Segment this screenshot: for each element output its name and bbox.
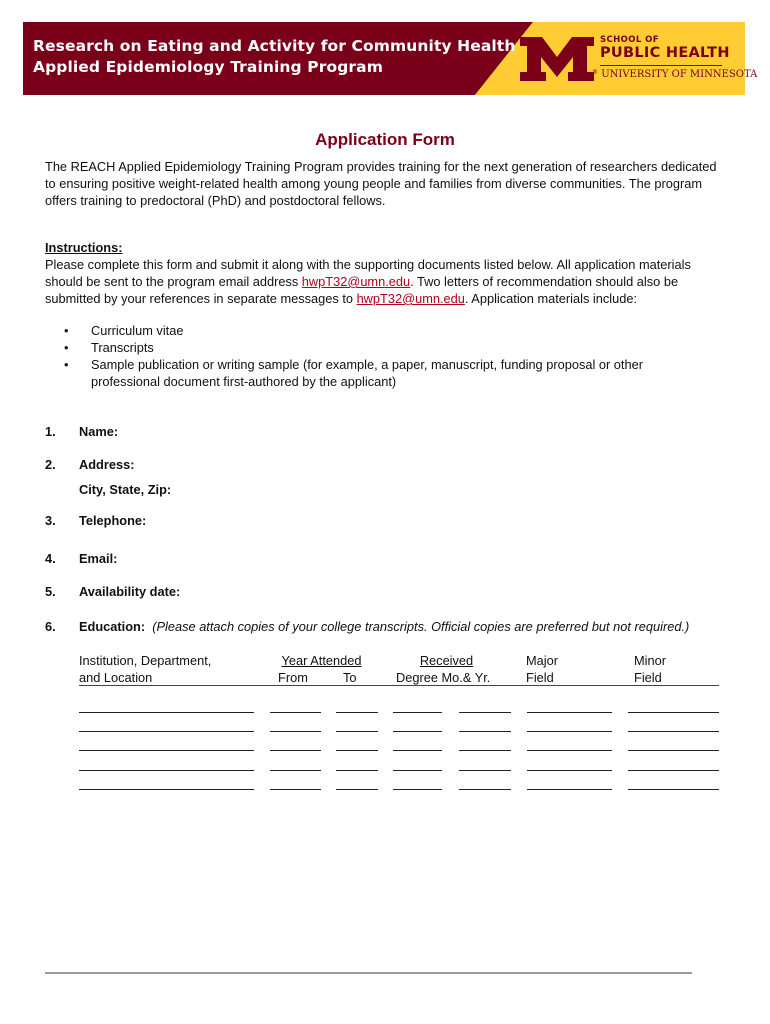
field-label: Address:	[79, 457, 135, 472]
instructions-text	[45, 256, 725, 307]
field-number: 6.	[45, 619, 56, 634]
registered-mark: ®	[592, 69, 598, 76]
field-number: 3.	[45, 513, 56, 528]
field-number: 4.	[45, 551, 56, 566]
references-email-link[interactable]: hwpT32@umn.edu	[356, 291, 465, 306]
blank-degree-date[interactable]	[459, 770, 511, 771]
blank-major[interactable]	[527, 750, 612, 751]
field-label: Education:	[79, 619, 146, 634]
blank-degree[interactable]	[393, 731, 442, 732]
blank-year-to[interactable]	[336, 770, 378, 771]
blank-degree-date[interactable]	[459, 712, 511, 713]
blank-institution[interactable]	[79, 712, 254, 713]
blank-degree-date[interactable]	[459, 789, 511, 790]
instructions-heading: Instructions:	[45, 240, 123, 255]
intro-paragraph: The REACH Applied Epidemiology Training Program provides training for the next generation of researchers dedicated to ensuring positive weight-related health among young people and families from diverse communities. The program offers training to predoctoral (PhD) and postdoctoral fellows.	[45, 159, 717, 208]
list-item-text: Sample publication or writing sample (for example, a paper, manuscript, funding proposal or other professional document first-authored by the applicant)	[91, 357, 643, 389]
blank-major[interactable]	[527, 712, 612, 713]
field-label: Availability date:	[79, 584, 181, 599]
list-item-text: Curriculum vitae	[91, 323, 184, 338]
list-item-text: Transcripts	[91, 340, 154, 355]
header-banner	[23, 22, 758, 95]
column-header-institution-line2: and Location	[79, 670, 153, 685]
blank-institution[interactable]	[79, 770, 254, 771]
list-item	[64, 339, 704, 356]
university-m-logo-icon	[520, 37, 594, 81]
footer-divider	[45, 972, 692, 974]
blank-year-to[interactable]	[336, 712, 378, 713]
field-number: 2.	[45, 457, 56, 472]
field-number: 1.	[45, 424, 56, 439]
blank-major[interactable]	[527, 770, 612, 771]
column-header-major	[526, 652, 558, 686]
blank-degree-date[interactable]	[459, 731, 511, 732]
blank-degree[interactable]	[393, 712, 442, 713]
list-item	[64, 322, 704, 339]
field-number: 5.	[45, 584, 56, 599]
blank-year-from[interactable]	[270, 712, 321, 713]
materials-list	[64, 322, 704, 390]
program-email-link[interactable]: hwpT32@umn.edu	[301, 274, 411, 289]
education-note	[79, 618, 719, 635]
column-header-minor	[634, 652, 666, 686]
instructions-text-part3: . Application materials include:	[464, 291, 638, 306]
blank-major[interactable]	[527, 731, 612, 732]
instructions-text-part1: Please complete this form and submit it along with the supporting documents listed below. All application materials should be sent to the program email address	[45, 257, 691, 289]
column-header-institution-line1: Institution, Department,	[79, 653, 212, 668]
list-item	[64, 356, 704, 390]
blank-year-from[interactable]	[270, 750, 321, 751]
instructions-text-part2: . Two letters of recommendation should also be submitted by your references in separate messages to	[45, 274, 679, 306]
blank-minor[interactable]	[628, 750, 719, 751]
column-header-minor-line2: Field	[634, 670, 662, 685]
blank-major[interactable]	[527, 789, 612, 790]
blank-minor[interactable]	[628, 712, 719, 713]
bullet-icon: •	[64, 323, 69, 338]
blank-degree[interactable]	[393, 750, 442, 751]
blank-year-from[interactable]	[270, 731, 321, 732]
column-header-to: To	[343, 670, 357, 685]
field-label: Email:	[79, 551, 118, 566]
bullet-icon: •	[64, 357, 69, 372]
program-title	[33, 36, 515, 78]
education-note-text: (Please attach copies of your college transcripts. Official copies are preferred but not required.)	[152, 619, 690, 634]
university-name: UNIVERSITY OF MINNESOTA	[601, 69, 758, 80]
blank-year-to[interactable]	[336, 789, 378, 790]
public-health-label: PUBLIC HEALTH	[600, 45, 730, 61]
column-header-received: Received	[419, 653, 474, 668]
logo-divider	[600, 65, 722, 66]
column-header-major-line2: Field	[526, 670, 554, 685]
blank-degree[interactable]	[393, 770, 442, 771]
field-label: Name:	[79, 424, 119, 439]
blank-degree-date[interactable]	[459, 750, 511, 751]
column-header-institution	[79, 652, 211, 686]
field-label: City, State, Zip:	[79, 482, 172, 497]
school-of-label: SCHOOL OF	[600, 35, 659, 45]
blank-institution[interactable]	[79, 731, 254, 732]
bullet-icon: •	[64, 340, 69, 355]
blank-minor[interactable]	[628, 789, 719, 790]
field-label: Telephone:	[79, 513, 147, 528]
program-title-line1: Research on Eating and Activity for Community Health	[33, 37, 516, 55]
blank-year-to[interactable]	[336, 750, 378, 751]
blank-year-from[interactable]	[270, 770, 321, 771]
table-header-rule	[79, 685, 719, 686]
blank-institution[interactable]	[79, 750, 254, 751]
blank-year-from[interactable]	[270, 789, 321, 790]
blank-degree[interactable]	[393, 789, 442, 790]
university-label	[592, 69, 757, 80]
column-header-major-line1: Major	[526, 653, 558, 668]
column-header-degree-date: Degree Mo.& Yr.	[396, 670, 491, 685]
program-title-line2: Applied Epidemiology Training Program	[33, 58, 383, 76]
blank-minor[interactable]	[628, 770, 719, 771]
column-header-minor-line1: Minor	[634, 653, 666, 668]
instructions-block	[45, 239, 725, 307]
blank-minor[interactable]	[628, 731, 719, 732]
blank-institution[interactable]	[79, 789, 254, 790]
form-title: Application Form	[315, 130, 455, 149]
column-header-from: From	[278, 670, 308, 685]
column-header-year-attended: Year Attended	[281, 653, 362, 668]
blank-year-to[interactable]	[336, 731, 378, 732]
